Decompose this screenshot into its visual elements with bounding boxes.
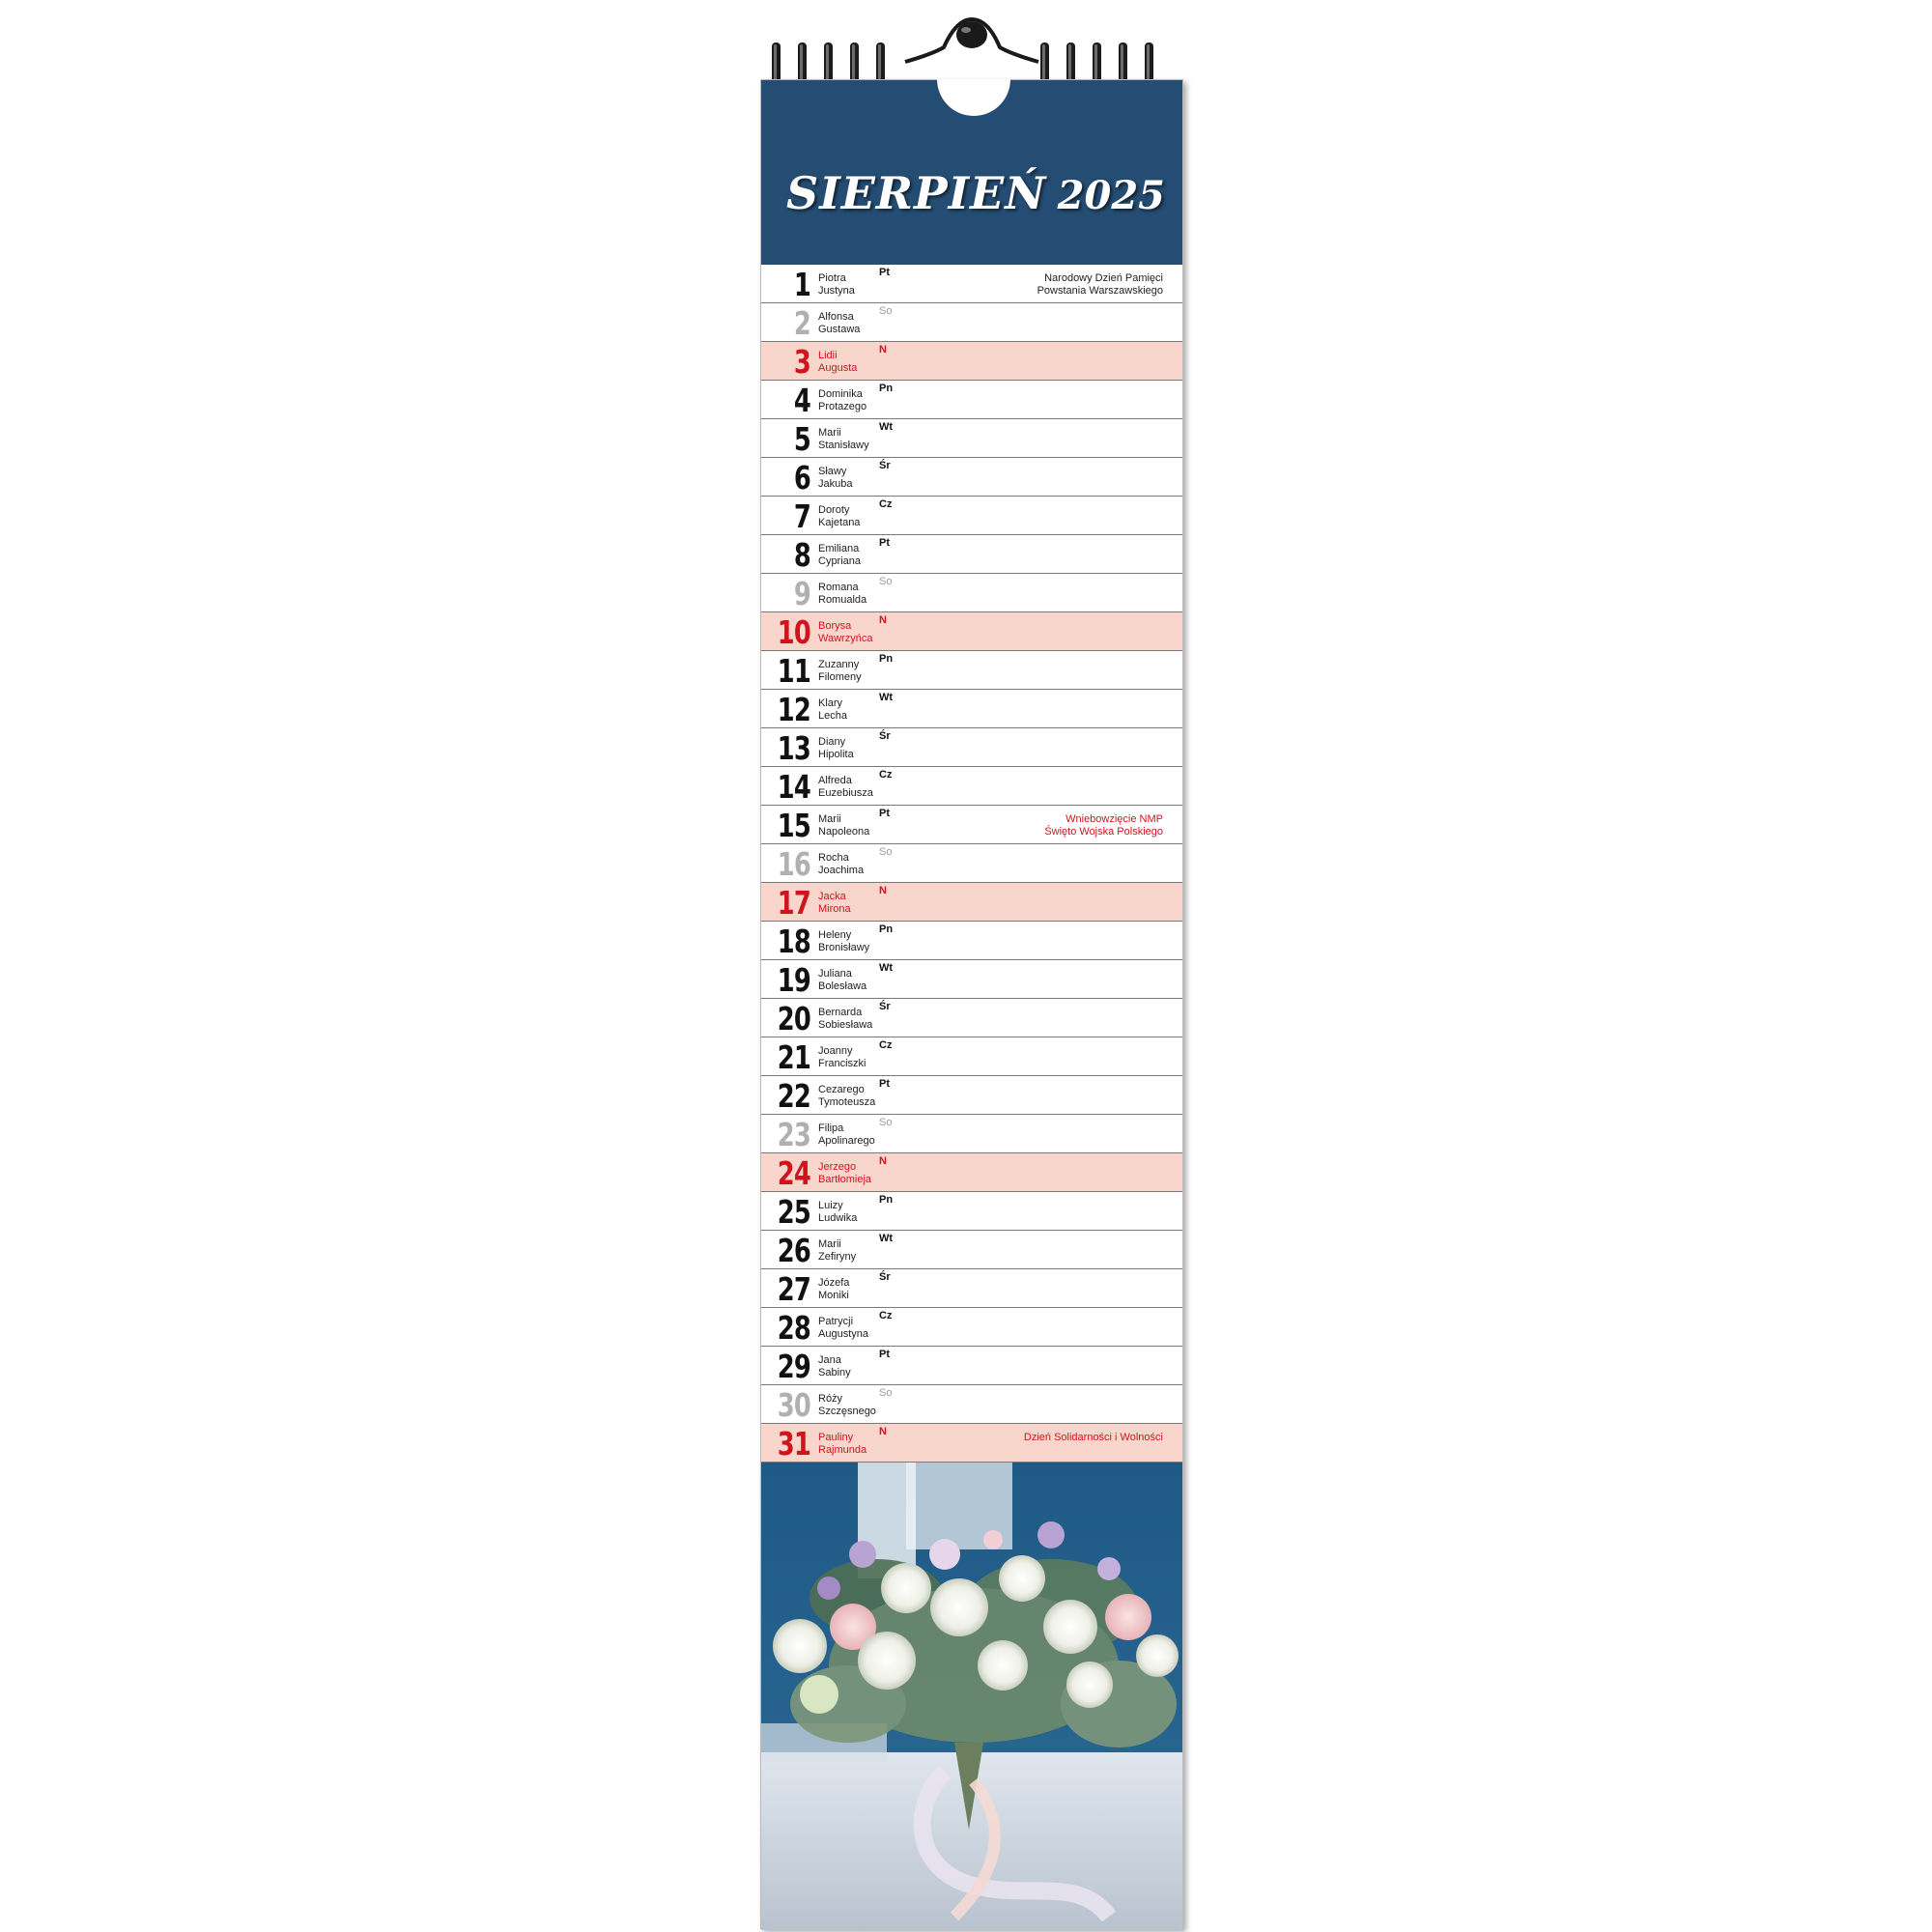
weekday-abbr: Pt [879, 808, 890, 819]
name-day: Patrycji [818, 1316, 854, 1327]
weekday-abbr: Pn [879, 653, 894, 665]
name-days [818, 1393, 876, 1418]
name-day: Rocha [818, 852, 849, 864]
name-day: Sobiesława [818, 1019, 873, 1031]
name-day: Diany [818, 736, 846, 748]
day-number: 5 [793, 420, 810, 458]
flower-bouquet-photo [761, 1463, 1182, 1930]
day-row [761, 806, 1182, 844]
hanger-cutout [937, 79, 1010, 116]
name-day: Róży [818, 1393, 843, 1405]
weekday-abbr: So [879, 305, 893, 317]
day-row [761, 1385, 1182, 1424]
name-days [818, 1277, 849, 1302]
name-days [818, 1122, 875, 1148]
day-number: 23 [777, 1116, 810, 1153]
name-day: Cypriana [818, 555, 862, 567]
hanger-knob [956, 21, 987, 48]
weekday-abbr: Wt [879, 1233, 894, 1244]
name-day: Doroty [818, 504, 850, 516]
name-days [818, 466, 852, 491]
name-days [818, 1084, 875, 1109]
name-day: Protazego [818, 401, 867, 412]
name-days [818, 813, 869, 838]
name-day: Heleny [818, 929, 852, 941]
name-day: Emiliana [818, 543, 860, 554]
weekday-abbr: Śr [879, 460, 891, 471]
name-day: Pauliny [818, 1432, 854, 1443]
name-days [818, 388, 867, 413]
day-number: 27 [777, 1270, 810, 1308]
weekday-abbr: Cz [879, 498, 893, 510]
calendar-header [761, 80, 1182, 265]
day-row [761, 1231, 1182, 1269]
day-number: 29 [777, 1348, 810, 1385]
name-days [818, 1238, 856, 1264]
name-days [818, 697, 847, 723]
day-number: 2 [793, 304, 810, 342]
name-day: Romualda [818, 594, 867, 606]
day-number: 21 [777, 1038, 810, 1076]
name-day: Kajetana [818, 517, 861, 528]
day-number: 4 [793, 382, 810, 419]
name-day: Tymoteusza [818, 1096, 876, 1108]
day-row [761, 1424, 1182, 1463]
day-row [761, 303, 1182, 342]
day-row [761, 728, 1182, 767]
wall-calendar [760, 79, 1183, 1929]
name-day: Hipolita [818, 749, 854, 760]
weekday-abbr: So [879, 846, 893, 858]
weekday-abbr: Śr [879, 1271, 891, 1283]
weekday-abbr: Pt [879, 267, 890, 278]
day-row [761, 960, 1182, 999]
holiday-note [1044, 813, 1163, 838]
name-day: Jerzego [818, 1161, 857, 1173]
name-day: Romana [818, 582, 859, 593]
name-day: Marii [818, 427, 841, 439]
name-day: Augusta [818, 362, 858, 374]
name-day: Jana [818, 1354, 841, 1366]
day-row [761, 1347, 1182, 1385]
day-row [761, 265, 1182, 303]
name-days [818, 272, 855, 298]
weekday-abbr: Pt [879, 537, 890, 549]
day-row [761, 381, 1182, 419]
day-number: 30 [777, 1386, 810, 1424]
weekday-abbr: Śr [879, 730, 891, 742]
name-days [818, 1200, 857, 1225]
name-day: Marii [818, 1238, 841, 1250]
day-number: 1 [793, 266, 810, 303]
day-row [761, 1308, 1182, 1347]
name-days [818, 1354, 851, 1379]
weekday-abbr: Pn [879, 383, 894, 394]
name-day: Józefa [818, 1277, 850, 1289]
name-day: Sabiny [818, 1367, 851, 1378]
day-row [761, 651, 1182, 690]
name-days [818, 968, 867, 993]
day-row [761, 922, 1182, 960]
weekday-abbr: N [879, 1426, 887, 1437]
weekday-abbr: Cz [879, 1039, 893, 1051]
holiday-line: Narodowy Dzień Pamięci [1044, 272, 1163, 284]
name-days [818, 659, 862, 684]
day-row [761, 458, 1182, 497]
month-title: SIERPIEŃ [786, 167, 1047, 219]
weekday-abbr: Pt [879, 1078, 890, 1090]
name-day: Jacka [818, 891, 846, 902]
weekday-abbr: N [879, 344, 887, 355]
weekday-abbr: So [879, 1387, 893, 1399]
name-day: Filomeny [818, 671, 862, 683]
weekday-abbr: Śr [879, 1001, 891, 1012]
day-row [761, 1192, 1182, 1231]
day-number: 25 [777, 1193, 810, 1231]
name-days [818, 582, 867, 607]
name-day: Napoleona [818, 826, 870, 838]
day-row [761, 1076, 1182, 1115]
day-row [761, 844, 1182, 883]
weekday-abbr: Pt [879, 1349, 890, 1360]
weekday-abbr: Pn [879, 923, 894, 935]
day-row [761, 535, 1182, 574]
name-day: Alfonsa [818, 311, 854, 323]
holiday-line: Powstania Warszawskiego [1037, 285, 1163, 297]
day-number: 17 [777, 884, 810, 922]
name-days [818, 1045, 867, 1070]
day-row [761, 612, 1182, 651]
name-day: Piotra [818, 272, 846, 284]
name-day: Joachima [818, 865, 865, 876]
weekday-abbr: N [879, 1155, 887, 1167]
name-days [818, 427, 869, 452]
name-day: Stanisławy [818, 440, 869, 451]
name-day: Luizy [818, 1200, 843, 1211]
day-number: 14 [777, 768, 810, 806]
name-day: Ludwika [818, 1212, 858, 1224]
name-day: Szczęsnego [818, 1406, 876, 1417]
day-number: 8 [793, 536, 810, 574]
name-day: Bernarda [818, 1007, 863, 1018]
name-days [818, 775, 873, 800]
name-day: Jakuba [818, 478, 853, 490]
name-day: Justyna [818, 285, 855, 297]
day-row [761, 574, 1182, 612]
holiday-line: Dzień Solidarności i Wolności [1023, 1432, 1163, 1443]
day-number: 12 [777, 691, 810, 728]
name-day: Augustyna [818, 1328, 868, 1340]
day-number: 28 [777, 1309, 810, 1347]
name-day: Apolinarego [818, 1135, 875, 1147]
weekday-abbr: Cz [879, 769, 893, 781]
day-row [761, 1269, 1182, 1308]
day-number: 10 [777, 613, 810, 651]
name-day: Bolesława [818, 980, 867, 992]
name-days [818, 543, 861, 568]
day-number: 19 [777, 961, 810, 999]
weekday-abbr: Wt [879, 421, 894, 433]
name-days [818, 852, 864, 877]
day-number: 13 [777, 729, 810, 767]
holiday-note [1024, 1432, 1163, 1444]
name-day: Bartłomieja [818, 1174, 872, 1185]
name-day: Lecha [818, 710, 847, 722]
name-day: Filipa [818, 1122, 844, 1134]
holiday-note [1037, 272, 1163, 298]
day-number: 11 [777, 652, 810, 690]
holiday-line: Święto Wojska Polskiego [1044, 826, 1163, 838]
day-row [761, 342, 1182, 381]
name-days [818, 1007, 872, 1032]
weekday-abbr: N [879, 885, 887, 896]
weekday-abbr: Wt [879, 962, 894, 974]
day-row [761, 1037, 1182, 1076]
name-day: Alfreda [818, 775, 852, 786]
name-day: Joanny [818, 1045, 853, 1057]
day-number: 26 [777, 1232, 810, 1269]
name-days [818, 891, 851, 916]
day-row [761, 419, 1182, 458]
name-day: Mirona [818, 903, 851, 915]
day-row [761, 767, 1182, 806]
day-number: 18 [777, 923, 810, 960]
day-number: 31 [777, 1425, 810, 1463]
day-number: 20 [777, 1000, 810, 1037]
name-days [818, 1432, 867, 1457]
year-title: 2025 [1057, 173, 1165, 218]
name-days [818, 1316, 868, 1341]
day-row [761, 999, 1182, 1037]
day-number: 15 [777, 807, 810, 844]
weekday-abbr: N [879, 614, 887, 626]
name-days [818, 350, 857, 375]
day-number: 24 [777, 1154, 810, 1192]
name-day: Bronisławy [818, 942, 870, 953]
day-row [761, 1115, 1182, 1153]
name-day: Klary [818, 697, 843, 709]
name-day: Cezarego [818, 1084, 865, 1095]
name-days [818, 620, 872, 645]
name-day: Zuzanny [818, 659, 860, 670]
name-day: Dominika [818, 388, 863, 400]
weekday-abbr: Pn [879, 1194, 894, 1206]
name-days [818, 311, 860, 336]
holiday-line: Wniebowzięcie NMP [1065, 813, 1163, 825]
name-days [818, 1161, 871, 1186]
name-day: Juliana [818, 968, 852, 980]
name-days [818, 929, 869, 954]
name-day: Gustawa [818, 324, 861, 335]
name-day: Marii [818, 813, 841, 825]
weekday-abbr: Wt [879, 692, 894, 703]
name-day: Rajmunda [818, 1444, 867, 1456]
day-number: 6 [793, 459, 810, 497]
day-list [761, 265, 1182, 1463]
name-day: Zefiryny [818, 1251, 857, 1263]
day-row [761, 1153, 1182, 1192]
day-number: 3 [793, 343, 810, 381]
name-day: Euzebiusza [818, 787, 873, 799]
name-day: Franciszki [818, 1058, 867, 1069]
day-number: 7 [793, 497, 810, 535]
name-day: Moniki [818, 1290, 849, 1301]
name-day: Lidii [818, 350, 838, 361]
day-row [761, 690, 1182, 728]
name-day: Sławy [818, 466, 847, 477]
day-number: 16 [777, 845, 810, 883]
day-row [761, 883, 1182, 922]
name-days [818, 504, 860, 529]
day-number: 22 [777, 1077, 810, 1115]
weekday-abbr: So [879, 1117, 893, 1128]
name-day: Wawrzyńca [818, 633, 873, 644]
name-days [818, 736, 854, 761]
name-day: Borysa [818, 620, 852, 632]
weekday-abbr: So [879, 576, 893, 587]
weekday-abbr: Cz [879, 1310, 893, 1321]
day-row [761, 497, 1182, 535]
day-number: 9 [793, 575, 810, 612]
